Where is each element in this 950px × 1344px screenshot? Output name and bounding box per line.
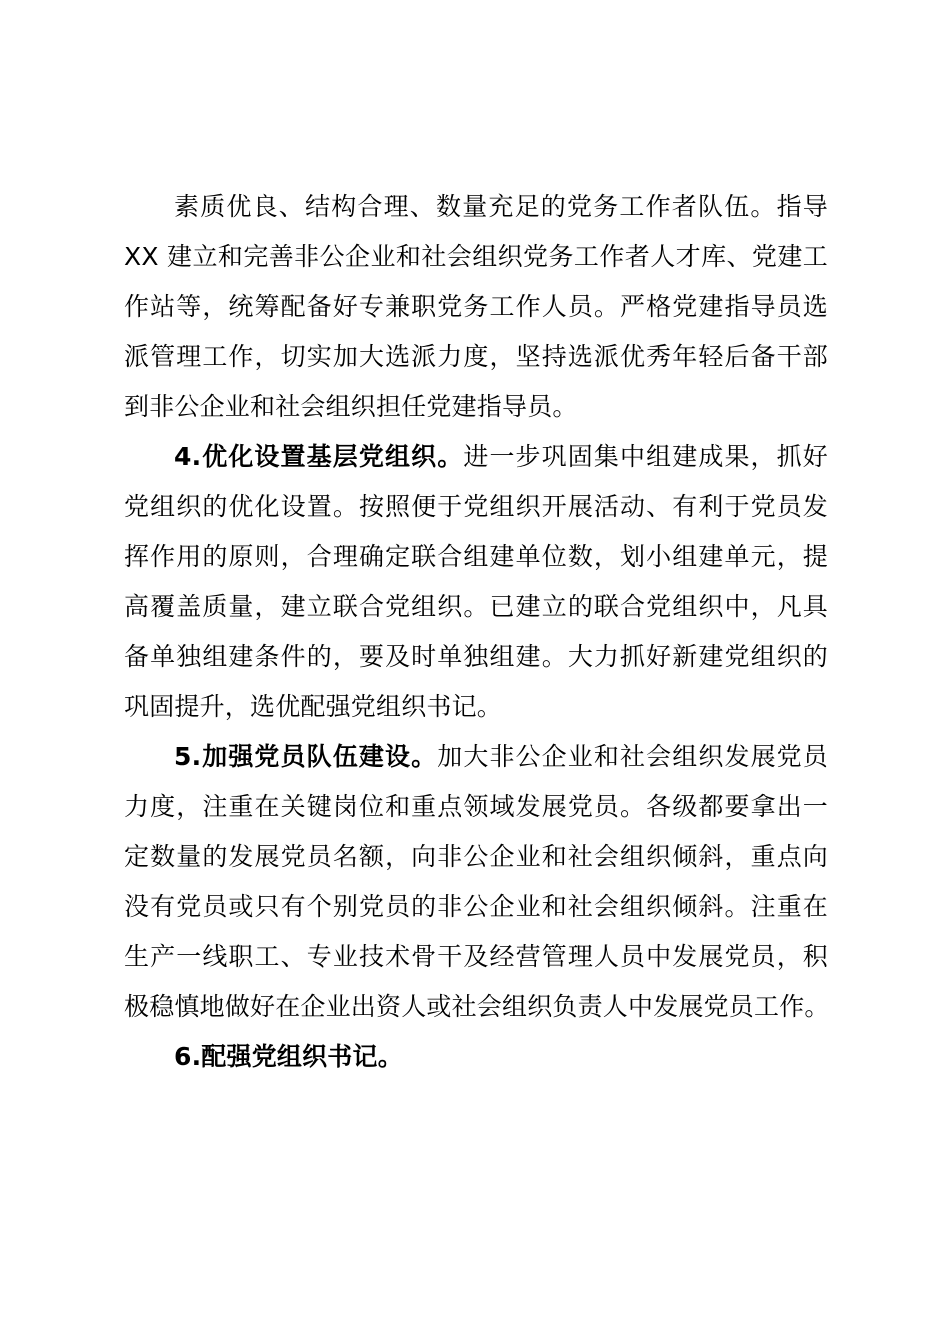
text-line: 生产一线职工、专业技术骨干及经营管理人员中发展党员，积 (124, 942, 828, 971)
text-line: 作站等，统筹配备好专兼职党务工作人员。严格党建指导员选 (124, 292, 828, 321)
text-line: 派管理工作，切实加大选派力度，坚持选派优秀年轻后备干部 (124, 342, 828, 371)
section-heading: 5.加强党员队伍建设。 (174, 742, 438, 771)
text-line: 到非公企业和社会组织担任党建指导员。 (124, 392, 578, 421)
text-line: 党组织的优化设置。按照便于党组织开展活动、有利于党员发 (124, 492, 828, 521)
text-line: 巩固提升，选优配强党组织书记。 (124, 692, 503, 721)
section-4-paragraph (124, 432, 828, 732)
text-line: 定数量的发展党员名额，向非公企业和社会组织倾斜，重点向 (124, 842, 828, 871)
paragraph-continuation (124, 182, 828, 432)
text-line: 极稳慎地做好在企业出资人或社会组织负责人中发展党员工作。 (124, 992, 830, 1021)
document-body (124, 182, 828, 1082)
text-line: 挥作用的原则，合理确定联合组建单位数，划小组建单元，提 (124, 542, 828, 571)
text-line: 没有党员或只有个别党员的非公企业和社会组织倾斜。注重在 (124, 892, 828, 921)
section-heading: 6.配强党组织书记。 (174, 1042, 403, 1071)
section-heading: 4.优化设置基层党组织。 (174, 442, 464, 471)
text-line: 力度，注重在关键岗位和重点领域发展党员。各级都要拿出一 (124, 792, 828, 821)
text-line (124, 732, 828, 782)
section-6-paragraph (124, 1032, 828, 1082)
text-line (124, 432, 828, 482)
text-line: 高覆盖质量，建立联合党组织。已建立的联合党组织中，凡具 (124, 592, 828, 621)
text-line: XX 建立和完善非公企业和社会组织党务工作者人才库、党建工 (124, 242, 828, 271)
section-5-paragraph (124, 732, 828, 1032)
text-line (124, 1032, 828, 1082)
text-line: 素质优良、结构合理、数量充足的党务工作者队伍。指导 (174, 192, 828, 221)
text-line: 备单独组建条件的，要及时单独组建。大力抓好新建党组织的 (124, 642, 828, 671)
heading-line-text: 进一步巩固集中组建成果，抓好 (463, 442, 828, 471)
heading-line-text: 加大非公企业和社会组织发展党员 (437, 742, 828, 771)
